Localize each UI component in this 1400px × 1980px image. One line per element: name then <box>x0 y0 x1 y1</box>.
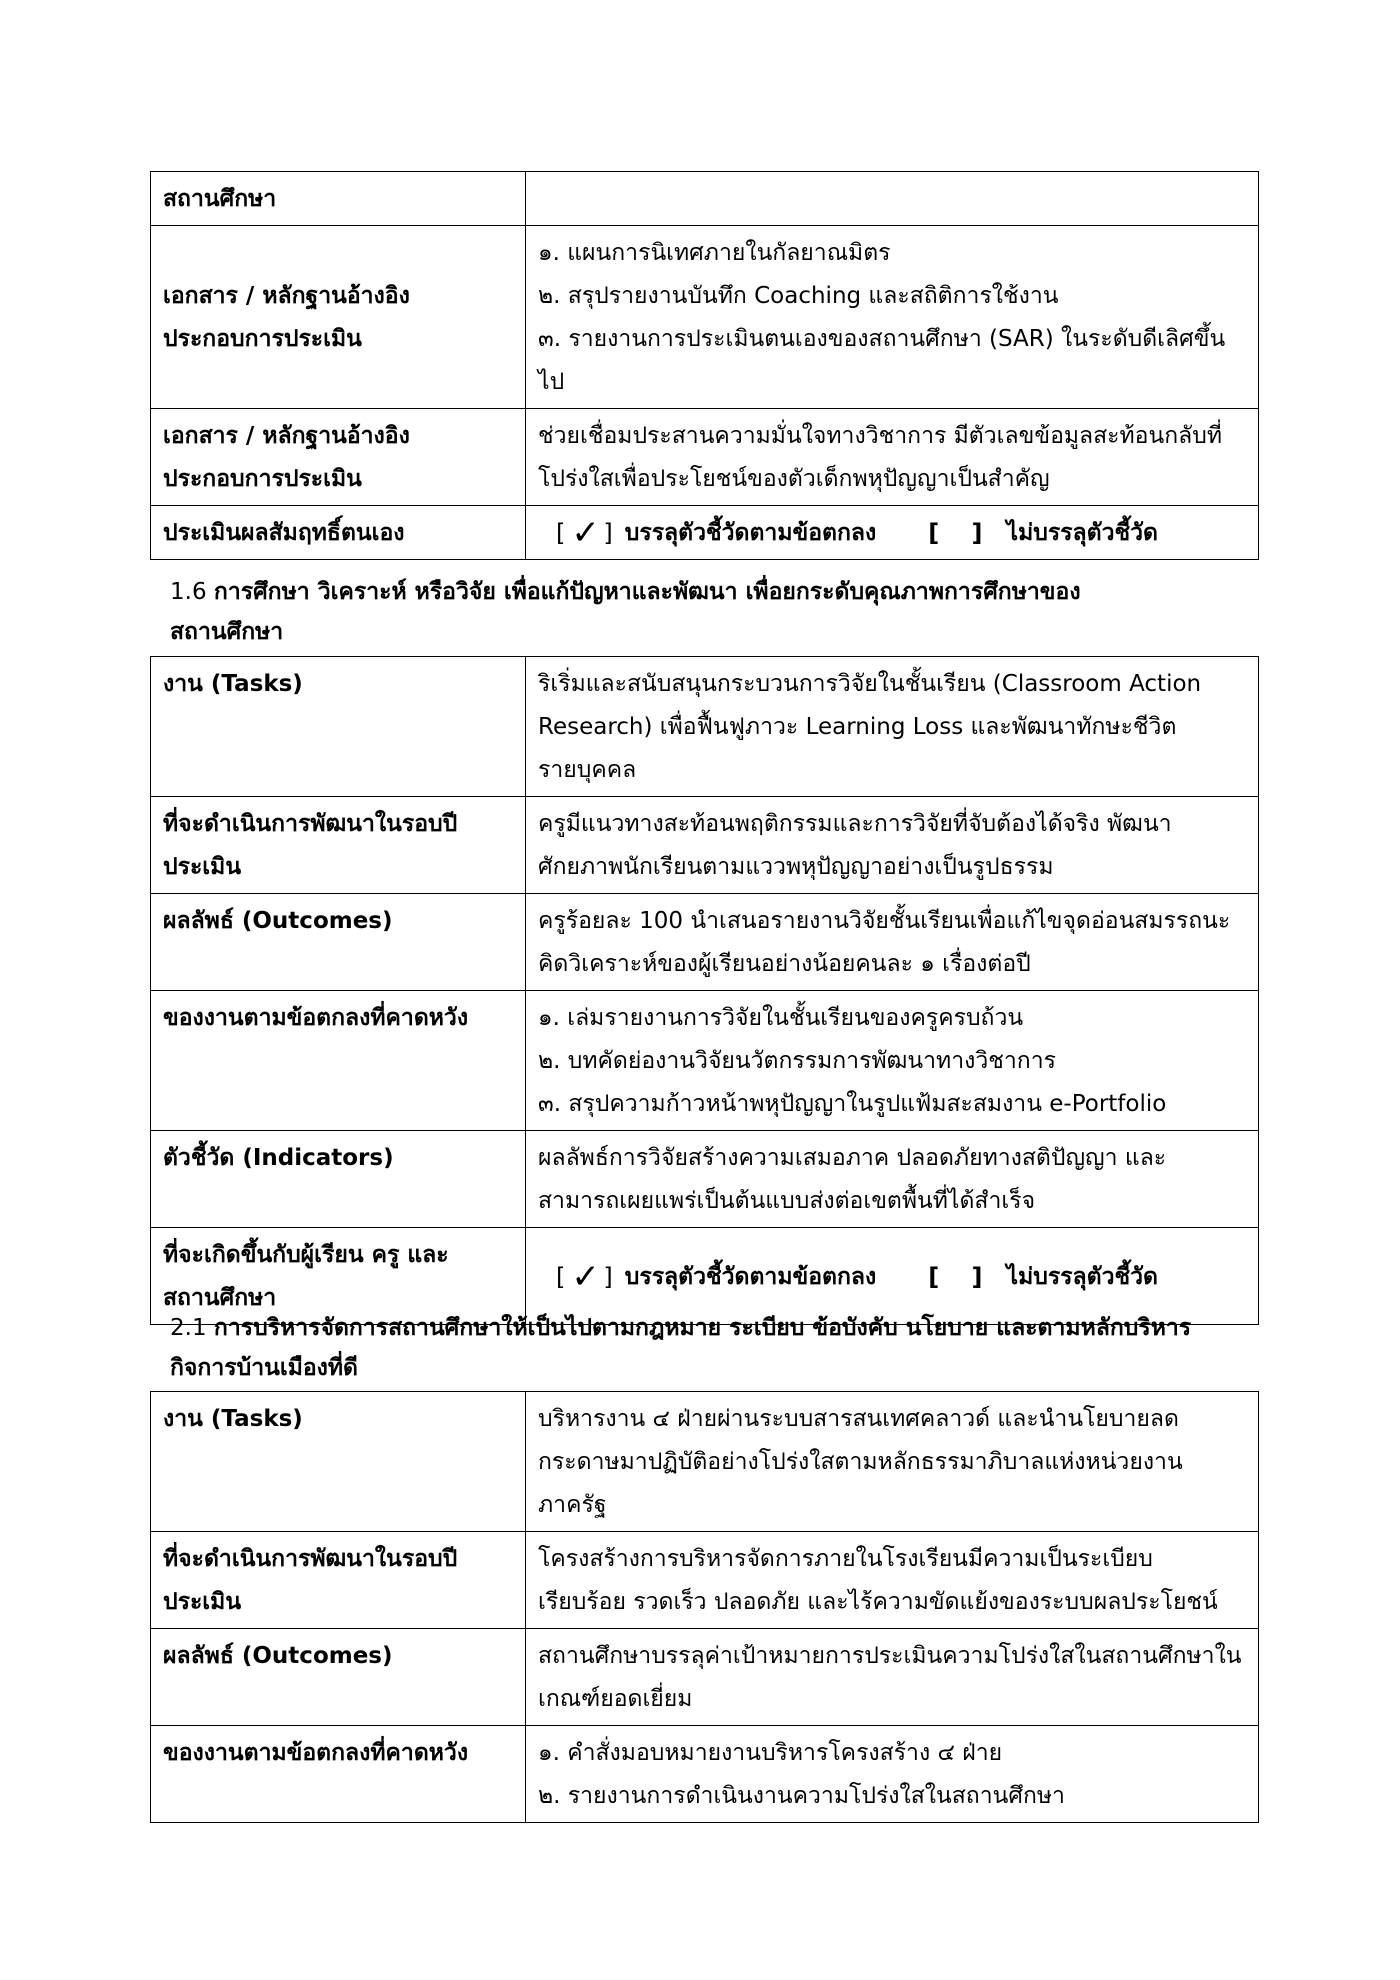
row-label: งาน (Tasks) <box>163 671 303 697</box>
option-not-met-label: ไม่บรรลุตัวชี้วัด <box>1006 520 1158 546</box>
table-row <box>151 797 1259 894</box>
row-label: งาน (Tasks) <box>163 1406 303 1432</box>
row-value: ศักยภาพนักเรียนตามแววพหุปัญญาอย่างเป็นรูปธรรม <box>538 854 1054 880</box>
row-value: ๓. รายงานการประเมินตนเองของสถานศึกษา (SAR) ในระดับดีเลิศขึ้น <box>538 326 1226 352</box>
row-label: ประกอบการประเมิน <box>163 326 362 352</box>
row-label-cell <box>151 172 526 226</box>
table-row <box>151 1392 1259 1532</box>
row-label: ตัวชี้วัด (Indicators) <box>163 1145 394 1171</box>
row-value: กระดาษมาปฏิบัติอย่างโปร่งใสตามหลักธรรมาภิบาลแห่งหน่วยงาน <box>538 1449 1183 1475</box>
row-label: ประเมิน <box>163 854 242 880</box>
row-label-cell <box>151 1392 526 1532</box>
assessment-label: ประเมินผลสัมฤทธิ์ตนเอง <box>163 520 405 546</box>
row-label-cell <box>151 657 526 797</box>
row-value: เรียบร้อย รวดเร็ว ปลอดภัย และไร้ความขัดแย้งของระบบผลประโยชน์ <box>538 1589 1218 1615</box>
row-value: ๒. รายงานการดำเนินงานความโปร่งใสในสถานศึกษา <box>538 1783 1065 1809</box>
section-1-6-table <box>150 656 1259 1325</box>
row-value-cell <box>526 409 1259 506</box>
row-label-cell <box>151 991 526 1131</box>
row-label: ของงานตามข้อตกลงที่คาดหวัง <box>163 1005 469 1031</box>
section-title-line2: สถานศึกษา <box>170 619 284 645</box>
row-label-cell <box>151 1131 526 1228</box>
row-value-cell <box>526 172 1259 226</box>
table-row <box>151 1532 1259 1629</box>
table-row <box>151 506 1259 560</box>
open-bracket: [ <box>556 1262 566 1291</box>
row-value: ครูร้อยละ 100 นำเสนอรายงานวิจัยชั้นเรียนเพื่อแก้ไขจุดอ่อนสมรรถนะ <box>538 908 1231 934</box>
option-not-met-label: ไม่บรรลุตัวชี้วัด <box>1006 1263 1158 1290</box>
row-value-cell <box>526 1726 1259 1823</box>
row-value: ๑. คำสั่งมอบหมายงานบริหารโครงสร้าง ๔ ฝ่าย <box>538 1740 1003 1766</box>
table-row <box>151 409 1259 506</box>
row-label: ผลลัพธ์ (Outcomes) <box>163 1643 393 1669</box>
row-value: ภาครัฐ <box>538 1492 607 1518</box>
row-value-cell <box>526 991 1259 1131</box>
table-row <box>151 657 1259 797</box>
section-2-1-table <box>150 1391 1259 1823</box>
row-value: ๑. เล่มรายงานการวิจัยในชั้นเรียนของครูครบถ้วน <box>538 1005 1024 1031</box>
row-value-cell <box>526 657 1259 797</box>
unchecked-box-icon: [ ] <box>928 1262 995 1291</box>
row-label-cell <box>151 506 526 560</box>
section-number: 1.6 <box>170 579 207 605</box>
assessment-options <box>538 1256 1246 1299</box>
unchecked-box-icon: [ ] <box>928 519 995 547</box>
option-met-label: บรรลุตัวชี้วัดตามข้อตกลง <box>624 1263 877 1290</box>
row-value: ช่วยเชื่อมประสานความมั่นใจทางวิชาการ มีตัวเลขข้อมูลสะท้อนกลับที่ <box>538 423 1223 449</box>
row-value: รายบุคคล <box>538 757 637 783</box>
assessment-options <box>538 512 1246 555</box>
row-label: ของงานตามข้อตกลงที่คาดหวัง <box>163 1740 469 1766</box>
row-label: สถานศึกษา <box>163 186 277 212</box>
row-value: ครูมีแนวทางสะท้อนพฤติกรรมและการวิจัยที่จับต้องได้จริง พัฒนา <box>538 811 1172 837</box>
table-row <box>151 1131 1259 1228</box>
row-value-cell <box>526 1131 1259 1228</box>
table-row <box>151 991 1259 1131</box>
row-value: Research) เพื่อฟื้นฟูภาวะ Learning Loss และพัฒนาทักษะชีวิต <box>538 714 1177 740</box>
row-value-cell <box>526 1629 1259 1726</box>
section-title: การบริหารจัดการสถานศึกษาให้เป็นไปตามกฎหมาย ระเบียบ ข้อบังคับ นโยบาย และตามหลักบริหาร <box>213 1315 1192 1341</box>
row-value-cell <box>526 1532 1259 1629</box>
table-row <box>151 1726 1259 1823</box>
assessment-label: สถานศึกษา <box>163 1285 277 1311</box>
row-label: เอกสาร / หลักฐานอ้างอิง <box>163 283 410 309</box>
table-row <box>151 226 1259 409</box>
row-value: สถานศึกษาบรรลุค่าเป้าหมายการประเมินความโปร่งใสในสถานศึกษาใน <box>538 1643 1242 1669</box>
row-value: สามารถเผยแพร่เป็นต้นแบบส่งต่อเขตพื้นที่ได้สำเร็จ <box>538 1188 1036 1214</box>
row-value-cell <box>526 894 1259 991</box>
row-value-cell <box>526 797 1259 894</box>
row-value: ๑. แผนการนิเทศภายในกัลยาณมิตร <box>538 240 891 266</box>
option-met-label: บรรลุตัวชี้วัดตามข้อตกลง <box>624 520 877 546</box>
row-value: ริเริ่มและสนับสนุนกระบวนการวิจัยในชั้นเรียน (Classroom Action <box>538 671 1202 697</box>
row-label: ประกอบการประเมิน <box>163 466 362 492</box>
row-label-cell <box>151 1726 526 1823</box>
row-label-cell <box>151 797 526 894</box>
row-label-cell <box>151 226 526 409</box>
row-label: ผลลัพธ์ (Outcomes) <box>163 908 393 934</box>
row-value: บริหารงาน ๔ ฝ่ายผ่านระบบสารสนเทศคลาวด์ และนำนโยบายลด <box>538 1406 1179 1432</box>
row-value: โครงสร้างการบริหารจัดการภายในโรงเรียนมีความเป็นระเบียบ <box>538 1546 1153 1572</box>
close-bracket: ] <box>603 519 613 547</box>
row-label-cell <box>151 1629 526 1726</box>
row-value: คิดวิเคราะห์ของผู้เรียนอย่างน้อยคนละ ๑ เรื่องต่อปี <box>538 951 1031 977</box>
row-value: โปร่งใสเพื่อประโยชน์ของตัวเด็กพหุปัญญาเป็นสำคัญ <box>538 466 1050 492</box>
assessment-label: ที่จะเกิดขึ้นกับผู้เรียน ครู และ <box>163 1242 449 1268</box>
assessment-options-cell <box>526 506 1259 560</box>
section-heading-2-1 <box>170 1308 1250 1388</box>
section-title-line2: กิจการบ้านเมืองที่ดี <box>170 1355 358 1381</box>
table-row <box>151 1629 1259 1726</box>
table-row <box>151 172 1259 226</box>
row-label: ประเมิน <box>163 1589 242 1615</box>
row-value: ๒. บทคัดย่องานวิจัยนวัตกรรมการพัฒนาทางวิชาการ <box>538 1048 1056 1074</box>
row-value: ผลลัพธ์การวิจัยสร้างความเสมอภาค ปลอดภัยทางสติปัญญา และ <box>538 1145 1167 1171</box>
section-heading-1-6 <box>170 572 1250 652</box>
row-value: ๒. สรุปรายงานบันทึก Coaching และสถิติการใช้งาน <box>538 283 1059 309</box>
row-value-cell <box>526 1392 1259 1532</box>
close-bracket: ] <box>603 1262 613 1291</box>
table-row <box>151 894 1259 991</box>
row-value-cell <box>526 226 1259 409</box>
section-title: การศึกษา วิเคราะห์ หรือวิจัย เพื่อแก้ปัญหาและพัฒนา เพื่อยกระดับคุณภาพการศึกษาของ <box>213 579 1081 605</box>
evaluation-table-continued <box>150 171 1259 560</box>
row-label-cell <box>151 894 526 991</box>
open-bracket: [ <box>556 519 566 547</box>
row-value: ไป <box>538 369 565 395</box>
row-label: ที่จะดำเนินการพัฒนาในรอบปี <box>163 811 458 837</box>
checkmark-icon: ✓ <box>571 1256 600 1297</box>
checkmark-icon: ✓ <box>571 513 600 553</box>
row-label: เอกสาร / หลักฐานอ้างอิง <box>163 423 410 449</box>
row-value: ๓. สรุปความก้าวหน้าพหุปัญญาในรูปแฟ้มสะสมงาน e-Portfolio <box>538 1091 1167 1117</box>
section-number: 2.1 <box>170 1315 207 1341</box>
row-label-cell <box>151 409 526 506</box>
row-label-cell <box>151 1532 526 1629</box>
row-label: ที่จะดำเนินการพัฒนาในรอบปี <box>163 1546 458 1572</box>
row-value: เกณฑ์ยอดเยี่ยม <box>538 1686 693 1712</box>
